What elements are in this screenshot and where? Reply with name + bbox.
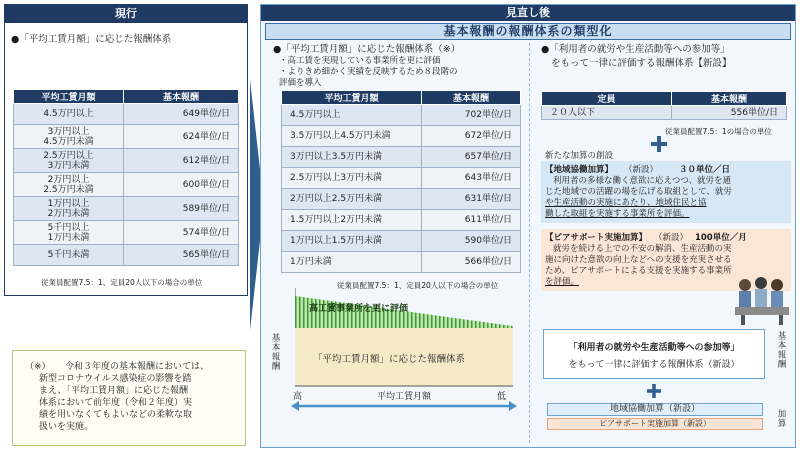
revised-table-header: 基本報酬 [422, 91, 521, 105]
peer-tag: （新設） [653, 233, 688, 243]
revised-table-row [282, 168, 521, 189]
revised-table-row [282, 126, 521, 147]
revised-range-cell: 2万円以上2.5万円未満 [282, 189, 422, 210]
current-value-cell: 600単位/日 [124, 173, 239, 197]
plus-icon [651, 136, 667, 152]
revised-value-cell: 611単位/日 [422, 210, 521, 231]
regional-line: じた地域での活躍の場を広げる取組として、就労 [545, 187, 732, 197]
current-header: 現行 [5, 5, 247, 23]
revised-range-cell: 4.5万円以上 [282, 105, 422, 126]
revised-table-row [282, 252, 521, 273]
footnote-line: 績を用いなくてもよいなどの柔軟な取 [39, 410, 193, 420]
current-value-cell: 624単位/日 [124, 125, 239, 149]
revised-header: 見直し後 [261, 5, 795, 21]
regional-desc [541, 175, 791, 220]
revised-range-cell: 1万円以上1.5万円未満 [282, 231, 422, 252]
addon-peer-pill: ピアサポート実施加算（新設） [547, 418, 763, 430]
current-value-cell: 589単位/日 [124, 197, 239, 221]
current-range-line: 3万円以上 [47, 126, 90, 137]
current-panel [4, 4, 248, 296]
people-meeting-icon [731, 273, 793, 327]
footnote-mark: （※） [25, 362, 51, 372]
plus-icon [647, 384, 661, 398]
footnote-line: 体系において前年度（令和２年度）実 [39, 398, 193, 408]
peer-units: 100単位／月 [694, 233, 747, 243]
footnote-line: 令和３年度の基本報酬においては、 [65, 362, 210, 372]
revised-value-cell: 566単位/日 [422, 252, 521, 273]
revised-range-cell: 3万円以上3.5万円未満 [282, 147, 422, 168]
current-range-line: 3万円未満 [47, 160, 90, 171]
chart-band-label: 高工賃事業所を更に評価 [309, 304, 409, 314]
footnote-box [12, 350, 246, 446]
current-range-line: 4.5万円未満 [43, 136, 94, 147]
peer-title: 【ピアサポート実施加算】 [545, 233, 648, 243]
regional-line: や生産活動の実施にあたり、地域住民と協 [545, 198, 707, 208]
current-range-cell [14, 149, 124, 173]
current-range-line: 5千円未満 [47, 250, 90, 260]
capacity-table [541, 91, 787, 120]
addon-regional-pill: 地域協働加算（新設） [547, 403, 763, 416]
chart-x-low: 低 [497, 392, 507, 402]
peer-line: 施に向けた意欲の向上などへの支援を充実させる [545, 255, 732, 265]
revised-value-cell: 702単位/日 [422, 105, 521, 126]
capacity-table-header: 定員 [542, 92, 672, 106]
current-range-line: 1万円未満 [47, 232, 90, 243]
current-table [13, 89, 239, 266]
current-range-cell [14, 245, 124, 266]
revised-value-cell: 657単位/日 [422, 147, 521, 168]
regional-line: 働した取組を実施する事業所を評価。 [545, 209, 690, 219]
regional-line: 利用者の多様な働く意欲に応えつつ、就労を通 [553, 176, 731, 186]
column-divider [529, 43, 530, 443]
current-table-row [14, 149, 239, 173]
revised-left-sub2a: ・よりきめ細かく実績を反映するため８段階の [279, 67, 458, 77]
revised-subtitle: 基本報酬の報酬体系の類型化 [265, 23, 791, 40]
revised-range-cell: 1万円未満 [282, 252, 422, 273]
revised-left-sub2b: 評価を導入 [279, 78, 322, 88]
addon-intro: 新たな加算の創設 [545, 151, 614, 161]
regional-title: 【地域協働加算】 [545, 165, 614, 175]
diagram-side-base: 基本報酬 [776, 331, 786, 369]
revised-value-cell: 590単位/日 [422, 231, 521, 252]
peer-addon-heading [541, 229, 791, 243]
current-table-row [14, 104, 239, 125]
current-range-line: 5千円以上 [47, 222, 90, 233]
revised-value-cell: 643単位/日 [422, 168, 521, 189]
revised-table-row [282, 189, 521, 210]
chart-base-label: 「平均工賃月額」に応じた報酬体系 [313, 354, 466, 365]
footnote-line: 扱いを実施。 [39, 422, 94, 432]
chart-y-label: 基本報酬 [270, 333, 280, 371]
revised-table-row [282, 231, 521, 252]
capacity-value: 556単位/日 [672, 106, 787, 120]
double-arrow-icon [291, 401, 517, 411]
current-range-line: 4.5万円以上 [43, 109, 94, 119]
revised-note: 従業員配置7.5：1、定員20人以下の場合の単位 [337, 281, 499, 290]
current-table-row [14, 221, 239, 245]
revised-table-row [282, 147, 521, 168]
footnote-line: まえ、「平均工賃月額」に応じた報酬 [39, 386, 189, 396]
diagram-side-addon: 加算 [776, 409, 786, 428]
regional-units: ３０単位／日 [678, 165, 730, 175]
uniform-base-box [543, 329, 765, 379]
current-note: 従業員配置7.5：1、定員20人以下の場合の単位 [41, 278, 203, 287]
uniform-base-line-2: をもって一律に評価する報酬体系（新設） [568, 360, 740, 370]
revised-right-bullet-1: ●「利用者の就労や生産活動等への参加等」 [541, 44, 730, 55]
current-bullet: ●「平均工賃月額」に応じた報酬体系 [11, 34, 172, 45]
current-range-line: 1万円以上 [47, 198, 90, 209]
current-range-line: 2万円以上 [47, 174, 90, 185]
current-table-row [14, 245, 239, 266]
regional-addon-box [541, 161, 791, 223]
current-range-cell [14, 221, 124, 245]
capacity-note: 従業員配置7.5：1の場合の単位 [665, 127, 772, 136]
current-table-row [14, 173, 239, 197]
revised-value-cell: 631単位/日 [422, 189, 521, 210]
revised-range-cell: 2.5万円以上3万円未満 [282, 168, 422, 189]
revised-left-bullet: ●「平均工賃月額」に応じた報酬体系（※） [273, 44, 461, 55]
revised-table-header: 平均工賃月額 [282, 91, 422, 105]
revised-table [281, 90, 521, 273]
current-value-cell: 612単位/日 [124, 149, 239, 173]
revised-table-row [282, 105, 521, 126]
current-range-line: 2万円未満 [47, 208, 90, 219]
current-value-cell: 574単位/日 [124, 221, 239, 245]
chart-x-axis-label: 平均工賃月額 [377, 392, 432, 402]
footnote-line: 新型コロナウイルス感染症の影響を踏 [39, 374, 192, 384]
current-table-row [14, 125, 239, 149]
revised-range-cell: 3.5万円以上4.5万円未満 [282, 126, 422, 147]
current-range-line: 2.5万円未満 [43, 184, 94, 195]
regional-addon-heading [541, 161, 791, 175]
uniform-base-line-1: 「利用者の就労や生産活動等への参加等」 [568, 343, 740, 353]
capacity-table-header: 基本報酬 [672, 92, 787, 106]
peer-line: を評価。 [545, 277, 580, 287]
current-table-header: 平均工賃月額 [14, 90, 124, 104]
current-range-line: 2.5万円以上 [43, 150, 94, 161]
chart-x-high: 高 [293, 392, 303, 402]
current-range-cell [14, 173, 124, 197]
revised-range-cell: 1.5万円以上2万円未満 [282, 210, 422, 231]
capacity-cell: ２０人以下 [542, 106, 672, 120]
revised-panel [260, 4, 796, 448]
peer-line: 就労を続ける上での不安の解消、生産活動の実 [553, 244, 732, 254]
current-table-row [14, 197, 239, 221]
peer-line: ため、ピアサポートによる支援を実施する事業所 [545, 266, 732, 276]
current-range-cell [14, 125, 124, 149]
current-value-cell: 649単位/日 [124, 104, 239, 125]
revised-left-sub1: ・高工賃を実現している事業所を更に評価 [279, 56, 441, 66]
current-range-cell [14, 104, 124, 125]
current-range-cell [14, 197, 124, 221]
revised-right-bullet-2: をもって一律に評価する報酬体系【新設】 [551, 58, 732, 69]
regional-tag: （新設） [623, 165, 658, 175]
revised-value-cell: 672単位/日 [422, 126, 521, 147]
revised-table-row [282, 210, 521, 231]
current-table-header: 基本報酬 [124, 90, 239, 104]
current-value-cell: 565単位/日 [124, 245, 239, 266]
